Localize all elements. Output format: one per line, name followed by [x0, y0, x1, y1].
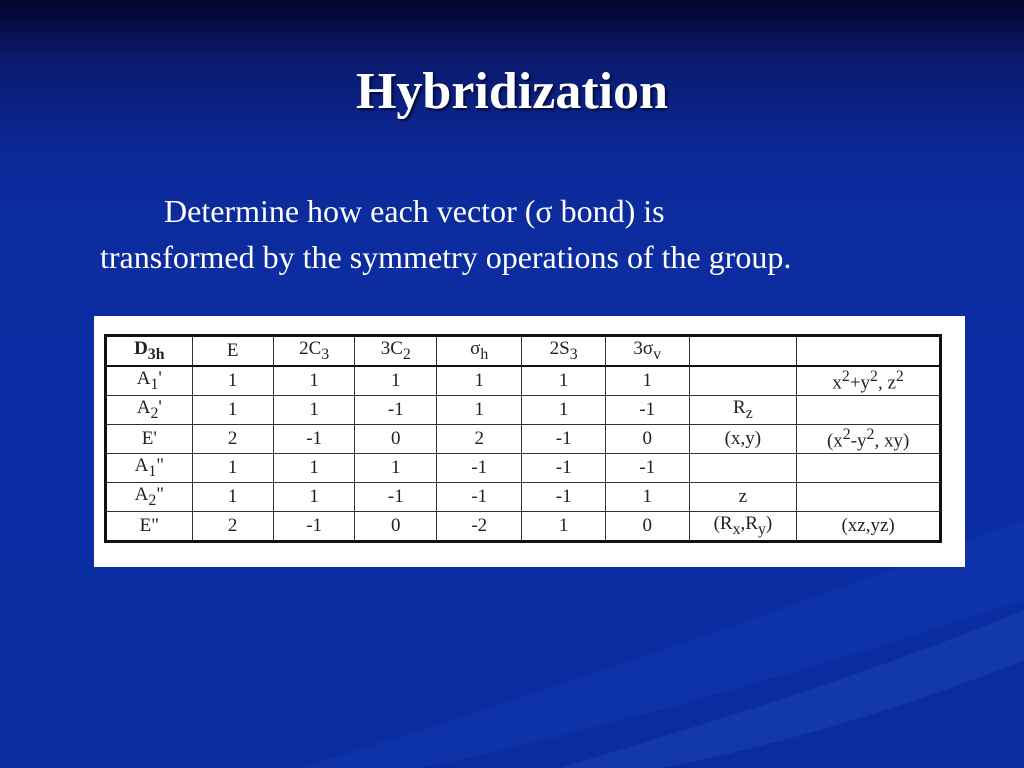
table-cell: 1 [273, 396, 355, 425]
table-cell: z [689, 483, 797, 512]
table-header-cell: $\sigma_h$ [437, 336, 522, 367]
table-cell: $A_2$" [106, 483, 193, 512]
slide-title: Hybridization [355, 63, 669, 120]
table-cell: 1 [273, 454, 355, 483]
character-table-image [94, 316, 965, 567]
body-line-2: transformed by the symmetry operations of the group. [100, 239, 792, 275]
table-row [106, 396, 941, 425]
table-header-cell: $D_{3h}$ [106, 336, 193, 367]
table-cell: 1 [522, 512, 606, 542]
table-cell: 1 [605, 366, 689, 396]
table-cell: -1 [273, 425, 355, 454]
table-cell [797, 396, 941, 425]
table-cell: 1 [192, 366, 273, 396]
table-cell: -1 [605, 396, 689, 425]
table-cell: 1 [437, 366, 522, 396]
table-cell: 0 [605, 512, 689, 542]
table-cell: 1 [355, 366, 437, 396]
table-cell: 1 [522, 366, 606, 396]
table-header-cell [797, 336, 941, 367]
table-cell [689, 366, 797, 396]
table-cell: -1 [355, 483, 437, 512]
table-row [106, 483, 941, 512]
table-cell: 1 [192, 483, 273, 512]
table-header-cell: E [192, 336, 273, 367]
table-cell: $(R_x,R_y)$ [689, 512, 797, 542]
table-cell: $A_1'$ [106, 366, 193, 396]
table-cell: 2 [192, 512, 273, 542]
table-header-cell: $2C_3$ [273, 336, 355, 367]
table-cell: (x,y) [689, 425, 797, 454]
table-cell: 0 [355, 425, 437, 454]
table-cell: E' [106, 425, 193, 454]
table-cell: $x^2+y^2$, $z^2$ [797, 366, 941, 396]
table-cell: 1 [273, 366, 355, 396]
table-cell: -1 [522, 483, 606, 512]
table-header-row [106, 336, 941, 367]
character-table [104, 334, 942, 543]
table-header-cell [689, 336, 797, 367]
table-header-cell: $2S_3$ [522, 336, 606, 367]
table-cell: 2 [437, 425, 522, 454]
table-cell: 0 [605, 425, 689, 454]
table-cell: -1 [522, 454, 606, 483]
table-row [106, 425, 941, 454]
table-cell [797, 483, 941, 512]
table-cell: (xz,yz) [797, 512, 941, 542]
table-cell: -1 [437, 483, 522, 512]
table-cell: -1 [273, 512, 355, 542]
slide-body [100, 188, 960, 280]
table-cell: 2 [192, 425, 273, 454]
table-cell: 1 [192, 396, 273, 425]
table-cell: 1 [273, 483, 355, 512]
table-cell: -2 [437, 512, 522, 542]
table-cell [689, 454, 797, 483]
table-cell: -1 [355, 396, 437, 425]
table-row [106, 512, 941, 542]
table-cell: 0 [355, 512, 437, 542]
table-cell: $A_1$" [106, 454, 193, 483]
table-cell: $A_2'$ [106, 396, 193, 425]
table-row [106, 366, 941, 396]
table-cell: -1 [605, 454, 689, 483]
table-row [106, 454, 941, 483]
table-cell: E" [106, 512, 193, 542]
table-cell: ($x^2-y^2$, xy) [797, 425, 941, 454]
table-cell: 1 [605, 483, 689, 512]
table-header-cell: $3C_2$ [355, 336, 437, 367]
table-cell [797, 454, 941, 483]
table-cell: $R_z$ [689, 396, 797, 425]
table-cell: 1 [192, 454, 273, 483]
table-header-cell: $3\sigma_v$ [605, 336, 689, 367]
table-cell: 1 [522, 396, 606, 425]
table-cell: 1 [355, 454, 437, 483]
body-line-1: Determine how each vector (σ bond) is [164, 193, 665, 229]
table-cell: 1 [437, 396, 522, 425]
table-cell: -1 [522, 425, 606, 454]
table-cell: -1 [437, 454, 522, 483]
